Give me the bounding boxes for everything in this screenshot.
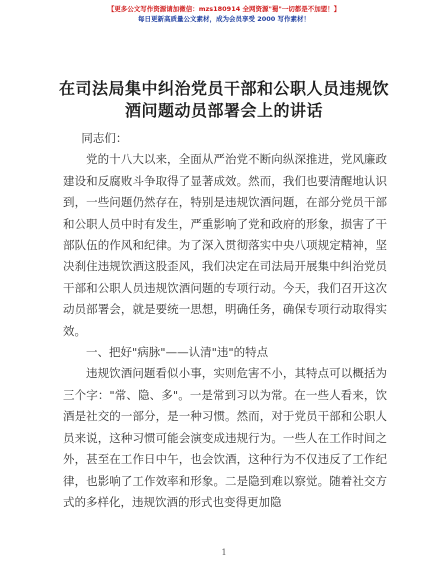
promo-banner [0, 4, 448, 24]
promo-banner-line2: 每日更新高质量公文素材，成为会员享受 2000 写作素材！ [137, 15, 311, 23]
salutation: 同志们： [81, 131, 128, 145]
paragraph-section-1: 违规饮酒问题看似小事，实则危害不小，其特点可以概括为三个字："常、隐、多"。一是常到习以为常。在一些人看来，饮酒是社交的一部分，是一种习惯。然而，对于党员干部和公职人员来说，这种习惯可能会演变成违规行为。一些人在工作时间之外，甚至在工作日中午，也会饮酒，这种行为不仅违反了工作纪律，也影响了工作效率和形象。二是隐到难以察觉。随着社交方式的多样化，违规饮酒的形式也变得更加隐 [63, 366, 387, 509]
promo-banner-line1: 【更多公文写作资源请加微信：mzs180914 全网资源"蜀"一切都是不加盟！】 [107, 5, 341, 13]
page-number: 1 [221, 548, 227, 557]
section-heading-1: 一、把好"病脉"——认清"违"的特点 [86, 345, 269, 360]
paragraph-intro: 党的十八大以来，全面从严治党不断向纵深推进，党风廉政建设和反腐败斗争取得了显著成效。然而，我们也要清醒地认识到，一些问题仍然存在，特别是违规饮酒问题，在部分党员干部和公职人员中时有发生，严重影响了党和政府的形象，损害了干部队伍的作风和纪律。为了深入贯彻落实中央八项规定精神，坚决刹住违规饮酒这股歪风，我们决定在司法局开展集中纠治党员干部和公职人员违规饮酒问题的专项行动。今天，我们召开这次动员部署会，就是要统一思想，明确任务，确保专项行动取得实效。 [63, 152, 387, 338]
document-body [63, 128, 387, 513]
document-title: 在司法局集中纠治党员干部和公职人员违规饮酒问题动员部署会上的讲话 [58, 79, 389, 120]
